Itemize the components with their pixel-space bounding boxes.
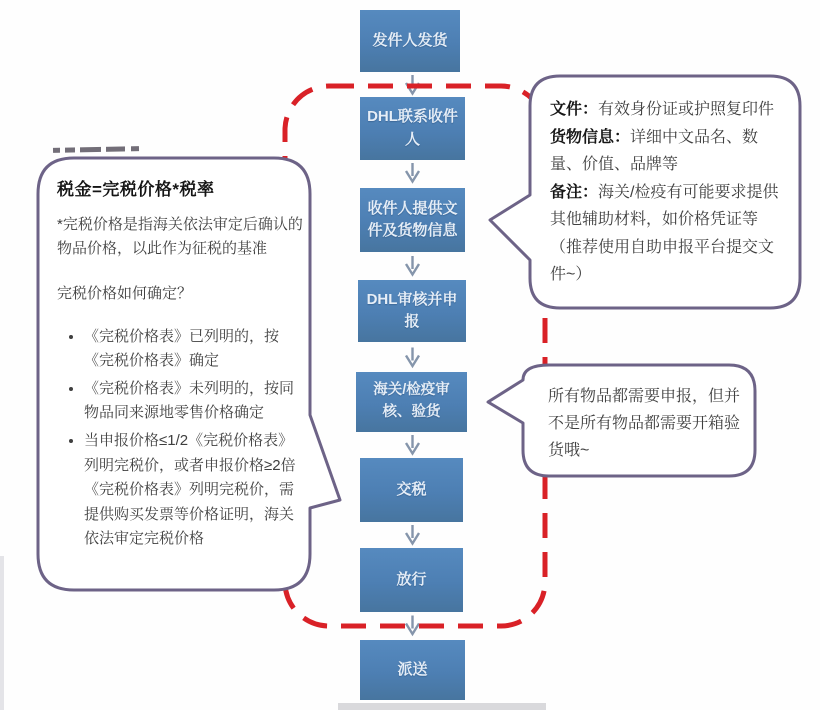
down-arrow-icon — [404, 613, 421, 638]
down-arrow-icon — [404, 346, 421, 369]
tax-rule-item: • 《完税价格表》未列明的，按同物品同来源地零售价格确定 — [84, 377, 305, 426]
remark-note: 备注：海关/检疫有可能要求提供其他辅助材料，如价格凭证等（推荐使用自助申报平台提交文件~） — [550, 183, 779, 284]
documents-bubble-content — [550, 96, 782, 289]
down-arrow-icon — [404, 74, 421, 96]
down-arrow-icon — [404, 434, 421, 456]
down-arrow-icon — [404, 255, 421, 277]
inspection-note: 所有物品都需要申报，但并不是所有物品都需要开箱验货哦~ — [548, 388, 741, 459]
flow-step-recipient-docs: 收件人提供文件及货物信息 — [360, 188, 465, 252]
cropped-bottom-element — [338, 703, 546, 710]
inspection-bubble-content — [548, 384, 750, 465]
tax-formula-title: 税金=完税价格*税率 — [57, 180, 215, 199]
scan-artifact — [0, 556, 4, 710]
flow-step-release: 放行 — [360, 548, 463, 612]
down-arrow-icon — [404, 162, 421, 184]
tax-question: 完税价格如何确定？ — [57, 285, 193, 303]
flow-step-dhl-declares: DHL审核并申报 — [358, 280, 466, 342]
document-requirement: 文件：有效身份证或护照复印件 — [550, 101, 775, 118]
cargo-info-requirement: 货物信息：详细中文品名、数量、价值、品牌等 — [550, 128, 759, 174]
tax-note: *完税价格是指海关依法审定后确认的物品价格，以此作为征税的基准 — [57, 215, 303, 258]
document-label: 文件： — [550, 101, 599, 118]
flow-step-customs-inspect: 海关/检疫审核、验货 — [356, 372, 467, 432]
tax-rule-item: • 当申报价格≤1/2《完税价格表》列明完税价，或者申报价格≥2倍《完税价格表》列明完税价，需提供购买发票等价格证明，海关依法审定完税价格 — [84, 429, 305, 552]
remark-label: 备注： — [550, 183, 599, 201]
down-arrow-icon — [404, 524, 421, 546]
cargo-info-label: 货物信息： — [550, 128, 631, 146]
flow-step-delivery: 派送 — [360, 640, 465, 700]
tax-bubble-content — [57, 176, 305, 555]
flow-step-sender-ships: 发件人发货 — [360, 10, 460, 72]
flow-step-pay-tax: 交税 — [360, 458, 463, 522]
tax-rule-item: • 《完税价格表》已列明的，按《完税价格表》确定 — [84, 325, 305, 374]
flow-step-dhl-contacts: DHL联系收件人 — [360, 97, 465, 160]
tax-rules-list — [57, 325, 305, 552]
